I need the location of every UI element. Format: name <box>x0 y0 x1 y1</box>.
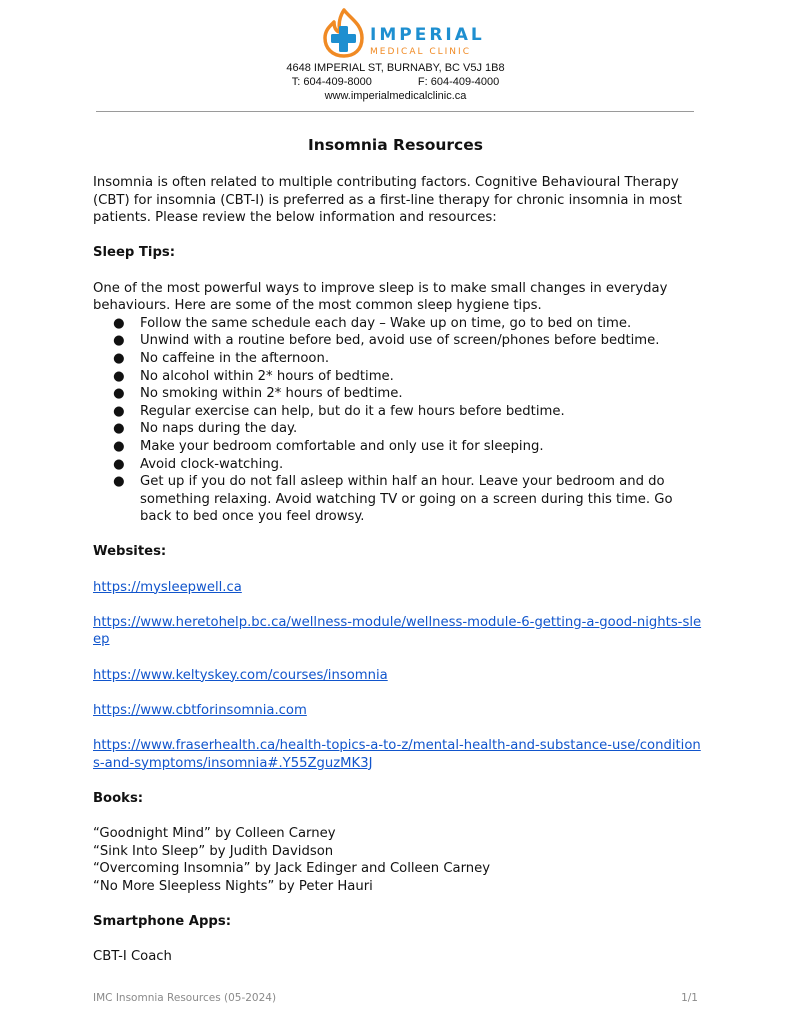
sleep-tips-heading: Sleep Tips: <box>93 245 176 261</box>
sleep-tip-text: No smoking within 2* hours of bedtime. <box>140 386 403 402</box>
clinic-website[interactable]: www.imperialmedicalclinic.ca <box>324 90 467 102</box>
clinic-phones <box>0 75 791 89</box>
book-item: “Goodnight Mind” by Colleen Carney <box>93 825 336 841</box>
apps-list <box>93 948 703 966</box>
book-item: “Sink Into Sleep” by Judith Davidson <box>93 843 334 859</box>
clinic-contact-info <box>0 61 791 103</box>
footer-page-number: 1/1 <box>681 992 698 1004</box>
clinic-phone: T: 604-409-8000 <box>291 76 372 88</box>
sleep-tip-item <box>93 420 703 438</box>
sleep-tip-item <box>93 350 703 368</box>
sleep-tip-text: No caffeine in the afternoon. <box>140 350 330 366</box>
page-title: Insomnia Resources <box>308 136 483 154</box>
sleep-tip-item <box>93 332 703 350</box>
sleep-tip-item <box>93 315 703 333</box>
clinic-fax: F: 604-409-4000 <box>417 76 500 88</box>
apps-heading: Smartphone Apps: <box>93 913 231 929</box>
sleep-tip-item <box>93 368 703 386</box>
bullet-icon: ● <box>113 368 125 384</box>
sleep-tips-intro: One of the most powerful ways to improve sleep is to make small changes in everyday behaviours. Here are some of the most common sleep hygiene tips. <box>93 280 668 314</box>
books-heading: Books: <box>93 790 144 806</box>
document-body <box>93 174 703 966</box>
logo-name: IMPERIAL <box>370 25 485 45</box>
bullet-icon: ● <box>113 438 125 454</box>
sleep-tip-item <box>93 438 703 456</box>
sleep-tip-text: Get up if you do not fall asleep within half an hour. Leave your bedroom and do something relaxing. Avoid watching TV or going on a screen during this time. Go back to bed once you feel drowsy. <box>140 474 673 525</box>
sleep-tip-text: Unwind with a routine before bed, avoid use of screen/phones before bedtime. <box>140 333 660 349</box>
footer-document-id: IMC Insomnia Resources (05-2024) <box>93 992 277 1004</box>
bullet-icon: ● <box>113 333 125 349</box>
clinic-address: 4648 IMPERIAL ST, BURNABY, BC V5J 1B8 <box>286 62 505 74</box>
websites-heading: Websites: <box>93 544 167 560</box>
bullet-icon: ● <box>113 350 125 366</box>
bullet-icon: ● <box>113 474 125 490</box>
sleep-tip-item <box>93 456 703 474</box>
bullet-icon: ● <box>113 386 125 402</box>
sleep-tip-item <box>93 403 703 421</box>
website-link[interactable]: https://www.cbtforinsomnia.com <box>93 702 307 718</box>
sleep-tip-text: No alcohol within 2* hours of bedtime. <box>140 368 394 384</box>
book-item: “No More Sleepless Nights” by Peter Hauri <box>93 878 373 894</box>
bullet-icon: ● <box>113 421 125 437</box>
header-divider <box>96 111 694 112</box>
book-item: “Overcoming Insomnia” by Jack Edinger and Colleen Carney <box>93 861 491 877</box>
website-link[interactable]: https://www.heretohelp.bc.ca/wellness-module/wellness-module-6-getting-a-good-nights-sleep <box>93 614 702 648</box>
website-link[interactable]: https://www.fraserhealth.ca/health-topics-a-to-z/mental-health-and-substance-use/conditions-and-symptoms/insomnia#.Y55ZguzMK3J <box>93 738 701 771</box>
bullet-icon: ● <box>113 456 125 472</box>
clinic-logo <box>322 8 485 60</box>
sleep-tip-item <box>93 385 703 403</box>
bullet-icon: ● <box>113 403 125 419</box>
website-link[interactable]: https://www.keltyskey.com/courses/insomnia <box>93 667 388 683</box>
bullet-icon: ● <box>113 315 125 331</box>
intro-paragraph: Insomnia is often related to multiple contributing factors. Cognitive Behavioural Therapy (CBT) for insomnia (CBT-I) is preferred as a first-line therapy for chronic insomnia in most patients. Please review the below information and resources: <box>93 175 682 226</box>
sleep-tip-text: Regular exercise can help, but do it a few hours before bedtime. <box>140 403 565 419</box>
logo-subtitle: MEDICAL CLINIC <box>370 47 471 57</box>
app-item: CBT-I Coach <box>93 949 172 965</box>
books-list <box>93 825 703 895</box>
sleep-tip-item <box>93 473 703 526</box>
sleep-tip-text: Make your bedroom comfortable and only use it for sleeping. <box>140 438 544 454</box>
website-link[interactable]: https://mysleepwell.ca <box>93 579 242 595</box>
sleep-tip-text: No naps during the day. <box>140 421 298 437</box>
websites-list <box>93 579 703 790</box>
sleep-tips-list <box>93 315 703 526</box>
medical-cross-logo-icon <box>322 8 368 58</box>
sleep-tip-text: Follow the same schedule each day – Wake up on time, go to bed on time. <box>140 315 632 331</box>
sleep-tip-text: Avoid clock-watching. <box>140 456 284 472</box>
